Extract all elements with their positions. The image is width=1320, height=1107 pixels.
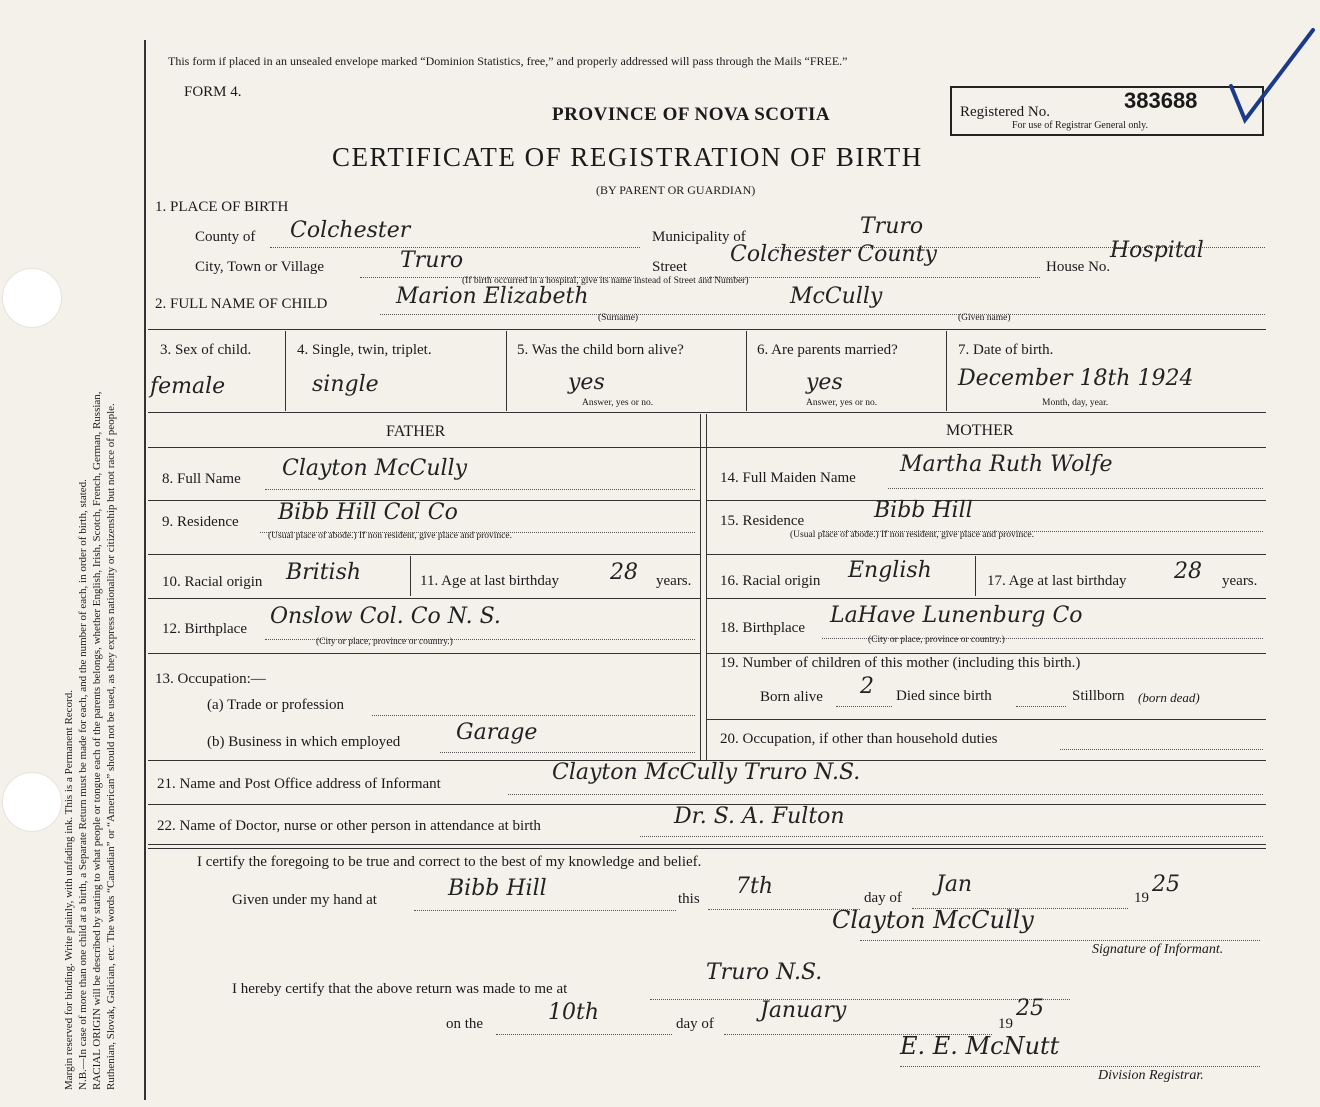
date-of-birth-note: Month, day, year. bbox=[1042, 398, 1109, 408]
mother-name-value: Martha Ruth Wolfe bbox=[900, 452, 1113, 477]
mother-name-label: 14. Full Maiden Name bbox=[720, 470, 856, 486]
single-label: 4. Single, twin, triplet. bbox=[297, 342, 432, 358]
father-heading: FATHER bbox=[386, 423, 446, 440]
informant-label: 21. Name and Post Office address of Informant bbox=[157, 776, 441, 792]
sex-label: 3. Sex of child. bbox=[160, 342, 252, 358]
informant-signature: Clayton McCully bbox=[832, 906, 1034, 934]
rule-after-name bbox=[148, 329, 1266, 330]
mother-children-label: 19. Number of children of this mother (including this birth.) bbox=[720, 655, 1081, 671]
father-name-value: Clayton McCully bbox=[282, 456, 468, 481]
informant-value: Clayton McCully Truro N.S. bbox=[552, 760, 861, 785]
child-name-dots bbox=[380, 314, 1265, 315]
single-value: single bbox=[312, 372, 379, 397]
county-value: Colchester bbox=[290, 218, 411, 243]
doctor-value: Dr. S. A. Fulton bbox=[674, 804, 845, 829]
given-year-suffix: 25 bbox=[1152, 872, 1180, 897]
alive-label: 5. Was the child born alive? bbox=[517, 342, 684, 358]
parents-divider-left bbox=[700, 414, 701, 760]
father-name-dots bbox=[265, 489, 695, 490]
informant-dots bbox=[508, 794, 1263, 795]
given-place-dots bbox=[414, 910, 676, 911]
given-place-value: Bibb Hill bbox=[448, 876, 547, 901]
county-label: County of bbox=[195, 229, 256, 245]
registrar-year-prefix: 19 bbox=[998, 1016, 1013, 1032]
certificate-subtitle: (BY PARENT OR GUARDIAN) bbox=[596, 183, 756, 197]
father-business-label: (b) Business in which employed bbox=[207, 734, 401, 750]
registrar-day-dots bbox=[496, 1034, 672, 1035]
mother-age-label: 17. Age at last birthday bbox=[987, 573, 1127, 589]
father-years: years. bbox=[656, 573, 692, 589]
rule-double-top bbox=[148, 844, 1266, 845]
father-rule-3 bbox=[148, 598, 700, 599]
date-of-birth-value: December 18th 1924 bbox=[958, 366, 1194, 391]
mother-racial-label: 16. Racial origin bbox=[720, 573, 821, 589]
hospital-note: (If birth occurred in a hospital, give its name instead of Street and Number) bbox=[462, 276, 749, 286]
rule-under-headings bbox=[148, 447, 1266, 448]
row3-divider-4 bbox=[946, 331, 947, 411]
stillborn-note: (born dead) bbox=[1138, 690, 1200, 705]
mother-occupation-dots bbox=[1060, 749, 1263, 750]
registrar-place-dots bbox=[650, 999, 1070, 1000]
surname-note: (Surname) bbox=[598, 313, 639, 323]
registered-number-box bbox=[950, 86, 1264, 136]
registrar-place-value: Truro N.S. bbox=[706, 960, 823, 985]
street-label: Street bbox=[652, 259, 687, 275]
mother-rule-2 bbox=[706, 554, 1266, 555]
place-of-birth-label: 1. PLACE OF BIRTH bbox=[155, 199, 289, 215]
father-residence-value: Bibb Hill Col Co bbox=[278, 500, 458, 525]
form-number: FORM 4. bbox=[184, 84, 242, 100]
child-given-name: Marion Elizabeth bbox=[396, 284, 589, 309]
province-heading: PROVINCE OF NOVA SCOTIA bbox=[552, 104, 831, 125]
registrar-signature-label: Division Registrar. bbox=[1098, 1068, 1204, 1083]
registrar-signature-dots bbox=[900, 1066, 1260, 1067]
married-value: yes bbox=[806, 370, 843, 395]
row3-divider-3 bbox=[746, 331, 747, 411]
margin-instructions: Margin reserved for binding. Write plainly, with unfading ink. This is a Permanent Record. N.B.—In case of more than one child at a birth, a Separate Return must be made for each, and the number of each, in order of birth, stated. RACIAL ORIGIN will be described by stating to what people or tongue each of the parents belongs, whether English, Irish, Scotch, French, German, Russian, Ruthenian, Slovak, Galician, etc. The words “Canadian” or “American” should not be used, as they express nationality or citizenship but not race of people. bbox=[63, 391, 117, 1090]
rule-double-bottom bbox=[148, 848, 1266, 849]
father-birthplace-value: Onslow Col. Co N. S. bbox=[270, 604, 501, 629]
mother-birthplace-note: (City or place, province or country.) bbox=[868, 635, 1005, 645]
registrar-on-label: on the bbox=[446, 1016, 484, 1032]
given-name-note: (Given name) bbox=[958, 313, 1011, 323]
father-rule-4 bbox=[148, 653, 700, 654]
married-label: 6. Are parents married? bbox=[757, 342, 898, 358]
mother-rule-4 bbox=[706, 653, 1266, 654]
mother-rule-5 bbox=[706, 719, 1266, 720]
stillborn-label: Stillborn bbox=[1072, 688, 1125, 704]
registrar-signature: E. E. McNutt bbox=[900, 1032, 1060, 1060]
this-label: this bbox=[678, 891, 700, 907]
born-alive-dots bbox=[836, 706, 892, 707]
father-name-label: 8. Full Name bbox=[162, 471, 241, 487]
father-birthplace-note: (City or place, province or country.) bbox=[316, 637, 453, 647]
registrar-statement: I hereby certify that the above return was made to me at bbox=[232, 981, 568, 997]
doctor-dots bbox=[640, 836, 1263, 837]
given-year-prefix: 19 bbox=[1134, 890, 1149, 906]
alive-value: yes bbox=[568, 370, 605, 395]
died-since-birth-label: Died since birth bbox=[896, 688, 992, 704]
given-day-of-label: day of bbox=[864, 890, 902, 906]
alive-note: Answer, yes or no. bbox=[582, 398, 654, 408]
mother-years: years. bbox=[1222, 573, 1258, 589]
city-label: City, Town or Village bbox=[195, 259, 325, 275]
given-under-label: Given under my hand at bbox=[232, 892, 377, 908]
father-age-value: 28 bbox=[610, 560, 638, 585]
street-value: Colchester County bbox=[730, 242, 937, 267]
died-since-birth-dots bbox=[1016, 706, 1066, 707]
mother-rule-3 bbox=[706, 598, 1266, 599]
checkmark-icon bbox=[1225, 26, 1320, 126]
father-residence-note: (Usual place of abode.) If non resident, give place and province. bbox=[268, 531, 512, 541]
born-alive-value: 2 bbox=[860, 674, 874, 699]
mother-birthplace-value: LaHave Lunenburg Co bbox=[830, 603, 1083, 628]
child-surname: McCully bbox=[790, 284, 883, 309]
mother-birthplace-label: 18. Birthplace bbox=[720, 620, 805, 636]
registrar-day-value: 10th bbox=[548, 1000, 600, 1025]
certify-statement: I certify the foregoing to be true and correct to the best of my knowledge and belief. bbox=[197, 854, 702, 870]
father-business-value: Garage bbox=[456, 720, 538, 745]
margin-rule bbox=[144, 40, 146, 1100]
house-label: House No. bbox=[1046, 259, 1111, 275]
mother-residence-note: (Usual place of abode.) If non resident, give place and province. bbox=[790, 530, 1034, 540]
father-trade-label: (a) Trade or profession bbox=[207, 697, 345, 713]
married-note: Answer, yes or no. bbox=[806, 398, 878, 408]
mail-notice: This form if placed in an unsealed envelope marked “Dominion Statistics, free,” and properly addressed will pass through the Mails “FREE.” bbox=[168, 54, 848, 68]
father-occupation-label: 13. Occupation:— bbox=[155, 671, 266, 687]
father-rule-2 bbox=[148, 554, 700, 555]
registered-label: Registered No. bbox=[960, 104, 1050, 120]
mother-rule-1 bbox=[706, 500, 1266, 501]
mother-residence-label: 15. Residence bbox=[720, 513, 805, 529]
registered-note: For use of Registrar General only. bbox=[1012, 120, 1148, 131]
mother-racial-divider bbox=[975, 556, 976, 596]
sex-value: female bbox=[150, 374, 226, 399]
given-day-value: 7th bbox=[736, 874, 774, 899]
father-birthplace-label: 12. Birthplace bbox=[162, 621, 247, 637]
municipality-value: Truro bbox=[860, 214, 924, 239]
rule-after-row3 bbox=[148, 412, 1266, 413]
mother-age-value: 28 bbox=[1174, 559, 1202, 584]
registrar-day-of-label: day of bbox=[676, 1016, 714, 1032]
father-residence-label: 9. Residence bbox=[162, 514, 239, 530]
father-trade-dots bbox=[372, 715, 695, 716]
mother-racial-value: English bbox=[848, 558, 932, 583]
father-age-label: 11. Age at last birthday bbox=[420, 573, 559, 589]
child-name-label: 2. FULL NAME OF CHILD bbox=[155, 296, 328, 312]
punch-hole-bottom bbox=[2, 772, 62, 832]
given-month-value: Jan bbox=[936, 872, 973, 897]
father-racial-label: 10. Racial origin bbox=[162, 574, 263, 590]
certificate-title: CERTIFICATE OF REGISTRATION OF BIRTH bbox=[332, 142, 923, 172]
mother-occupation-label: 20. Occupation, if other than household duties bbox=[720, 731, 998, 747]
municipality-label: Municipality of bbox=[652, 229, 746, 245]
born-alive-label: Born alive bbox=[760, 689, 823, 705]
punch-hole-top bbox=[2, 268, 62, 328]
father-business-dots bbox=[440, 752, 695, 753]
mother-heading: MOTHER bbox=[946, 422, 1014, 439]
mother-residence-value: Bibb Hill bbox=[874, 498, 973, 523]
house-value: Hospital bbox=[1110, 238, 1204, 263]
city-value: Truro bbox=[400, 248, 464, 273]
registrar-month-value: January bbox=[760, 998, 847, 1023]
street-dots bbox=[700, 277, 1040, 278]
registered-value: 383688 bbox=[1124, 88, 1198, 113]
registrar-year-suffix: 25 bbox=[1016, 996, 1044, 1021]
row3-divider-2 bbox=[506, 331, 507, 411]
informant-signature-label: Signature of Informant. bbox=[1092, 942, 1224, 957]
mother-name-dots bbox=[888, 488, 1263, 489]
father-racial-divider bbox=[410, 556, 411, 596]
date-of-birth-label: 7. Date of birth. bbox=[958, 342, 1054, 358]
father-racial-value: British bbox=[286, 560, 362, 585]
informant-signature-dots bbox=[860, 940, 1260, 941]
parents-divider-right bbox=[706, 414, 707, 760]
doctor-label: 22. Name of Doctor, nurse or other person in attendance at birth bbox=[157, 818, 541, 834]
row3-divider-1 bbox=[285, 331, 286, 411]
